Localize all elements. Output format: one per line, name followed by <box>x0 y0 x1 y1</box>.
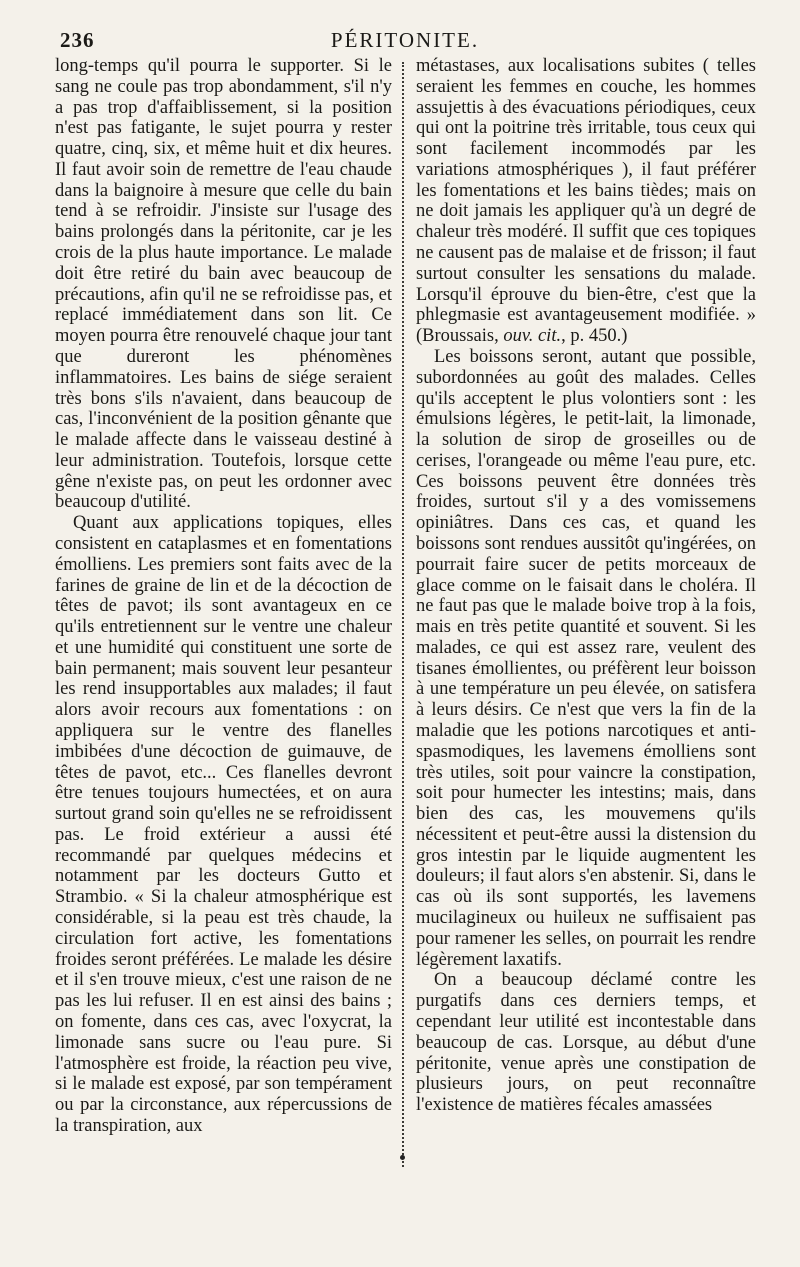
right-column <box>416 56 756 1226</box>
paragraph-text: métastases, aux localisations subites ( telles seraient les femmes en couche, les hommes assujettis à des évacuations périodiques, ceux qui ont la poitrine très irritable, tous ceux qui sont facilement incommodés par les variations atmosphériques ), il faut préférer les fomentations et les bains tièdes; mais on ne doit jamais les appliquer qu'à un degré de chaleur très modéré. Il suffit que ces topiques ne causent pas de malaise et de frisson; il faut surtout consulter les sensations du malade. Lorsqu'il éprouve du bien-être, c'est que la phlegmasie est avantageusement modifiée. » (Broussais, <box>416 56 756 347</box>
paragraph: long-temps qu'il pourra le supporter. Si le sang ne coule pas trop abondamment, s'il n'y a pas trop d'affaiblissement, si la position n'est pas fatigante, le sujet pourra y rester quatre, cinq, six, et même huit et dix heures. Il faut avoir soin de remettre de l'eau chaude dans la baignoire à mesure que celle du bain tend à se refroidir. J'insiste sur l'usage des bains prolongés dans la péritonite, car je les crois de la plus haute importance. Le malade doit être retiré du bain avec beaucoup de précautions, afin qu'il ne se refroidisse pas, et replacé immédiatement dans son lit. Ce moyen pourra être renouvelé chaque jour tant que dureront les phénomènes inflammatoires. Les bains de siége seraient très bons s'ils n'avaient, dans beaucoup de cas, l'inconvénient de la position gênante que le malade affecte dans le vaisseau destiné à leur administration. Toutefois, lorsque cette gêne n'existe pas, on peut les ordonner avec beaucoup d'utilité. <box>55 56 392 513</box>
page-number: 236 <box>60 28 95 52</box>
citation-work: ouv. cit. <box>503 326 562 347</box>
left-column <box>55 56 392 1226</box>
paragraph <box>416 56 756 347</box>
paragraph: Les boissons seront, autant que possible, subordonnées au goût des malades. Celles qu'ils acceptent le plus volontiers sont : les émulsions légères, le petit-lait, la limonade, la solution de sirop de groseilles ou de cerises, l'orangeade ou même l'eau pure, etc. Ces boissons peuvent être données très froides, surtout s'il y a des vomissemens opiniâtres. Dans ces cas, et quand les boissons sont rendues aussitôt qu'ingérées, on pourrait faire sucer de petits morceaux de glace comme on le faisait dans le choléra. Il ne faut pas que le malade boive trop à la fois, mais en très petite quantité et souvent. Si les malades, ce qui est assez rare, veulent des tisanes émollientes, ou préfèrent leur boisson à une température un peu élevée, on satisfera à leurs désirs. Ce n'est que vers la fin de la maladie que les potions narcotiques et anti-spasmodiques, les lavemens émolliens sont très utiles, soit pour vaincre la constipation, soit pour humecter les intestins; mais, dans bien des cas, les mouvemens qu'ils nécessitent et peut-être aussi la distension du gros intestin par le liquide augmentent les douleurs; il faut alors s'en abstenir. Si, dans le cas où ils sont supportés, les lavemens mucilagineux ou huileux ne suffisaient pas pour ramener les selles, on pourrait les rendre légèrement laxatifs. <box>416 346 756 970</box>
citation-page: , p. 450.) <box>561 326 628 347</box>
divider-mark <box>400 1155 405 1160</box>
paragraph: On a beaucoup déclamé contre les purgatifs dans ces derniers temps, et cependant leur utilité est incontestable dans beaucoup de cas. Lorsque, au début d'une péritonite, venue après une constipation de plusieurs jours, on peut reconnaître l'existence de matières fécales amassées <box>416 970 756 1116</box>
running-title: PÉRITONITE. <box>330 28 480 52</box>
page-header <box>60 28 750 54</box>
paragraph: Quant aux applications topiques, elles consistent en cataplasmes et en fomentations émolliens. Les premiers sont faits avec de la farines de graine de lin et de la décoction de têtes de pavot; ils sont avantageux en ce qu'ils entretiennent sur le ventre une chaleur et une humidité qui constituent une sorte de bain permanent; mais souvent leur pesanteur les rend insupportables aux malades; il faut alors avoir recours aux fomentations : on appliquera sur le ventre des flanelles imbibées d'une décoction de guimauve, de têtes de pavot, etc... Ces flanelles devront être tenues toujours humectées, et on aura surtout grand soin qu'elles ne se refroidissent pas. Le froid extérieur a aussi été recommandé par quelques médecins et notamment par les docteurs Gutto et Strambio. « Si la chaleur atmosphérique est considérable, si la peau est très chaude, la circulation fort active, les fomentations froides seront préférées. Le malade les désire et il s'en trouve mieux, c'est une raison de ne pas les lui refuser. Il en est ainsi des bains ; on fomente, dans ces cas, avec l'oxycrat, la limonade sans sucre ou l'eau pure. Si l'atmosphère est froide, la réaction peu vive, si le malade est exposé, par son tempérament ou par la circonstance, aux répercussions de la transpiration, aux <box>55 513 392 1136</box>
column-divider <box>402 62 404 1167</box>
